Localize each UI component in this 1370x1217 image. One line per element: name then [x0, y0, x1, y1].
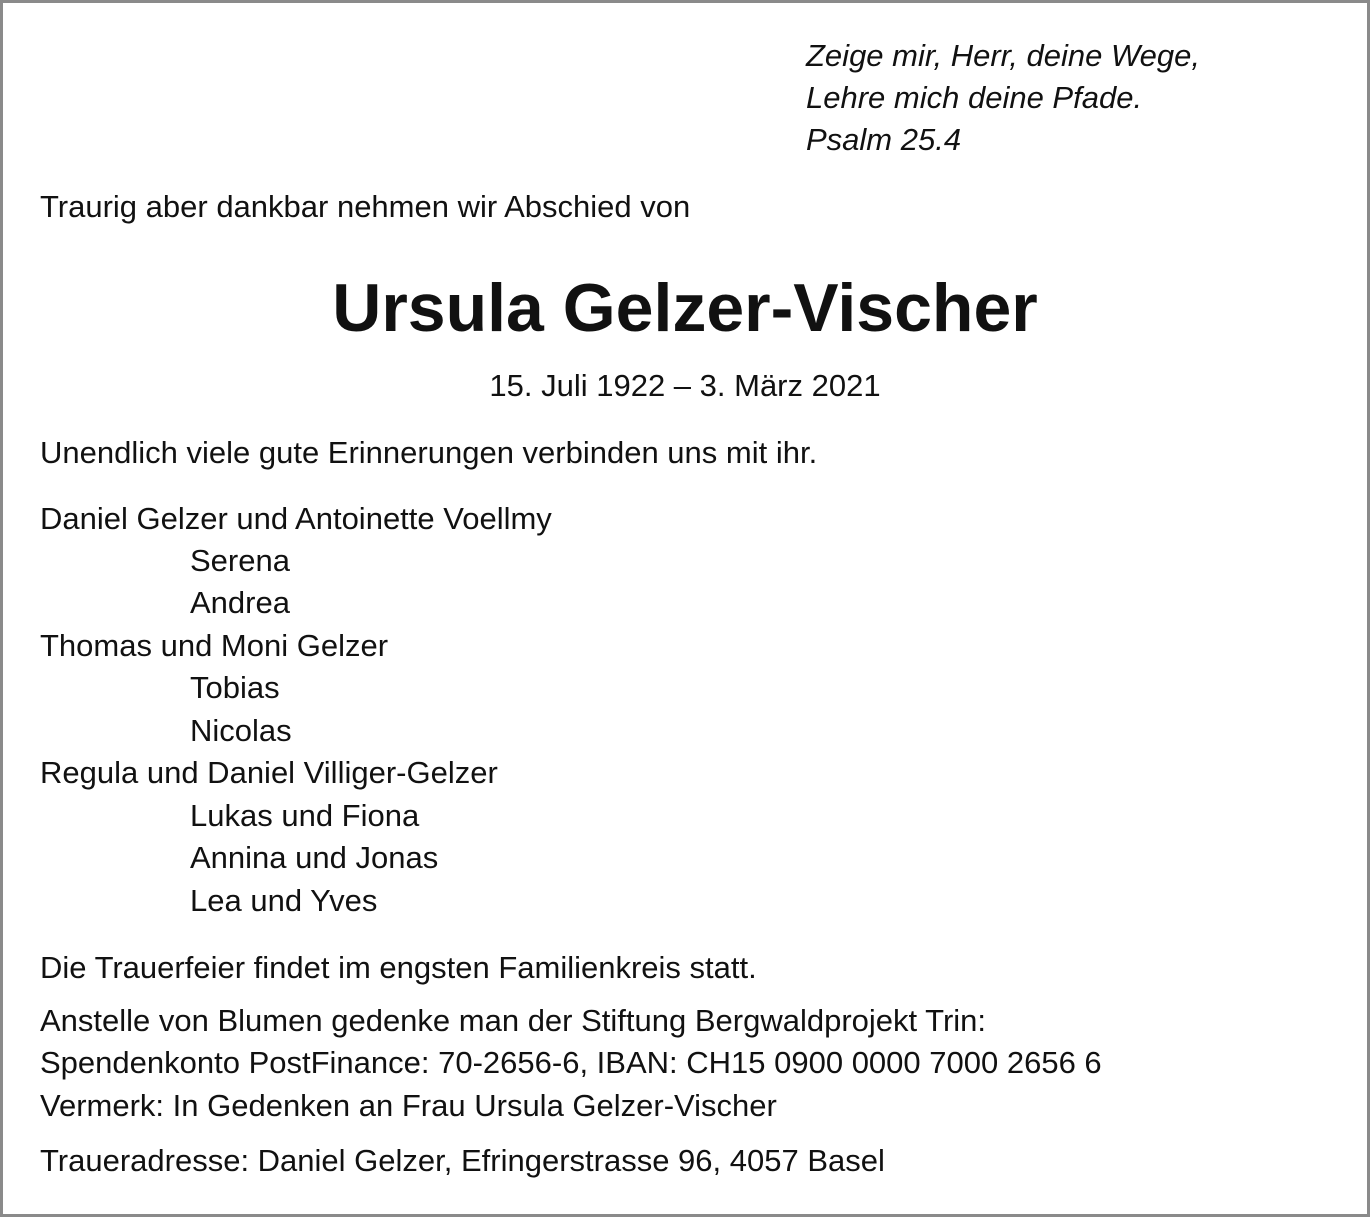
mourner-child: Tobias: [190, 670, 280, 705]
verse-line: Lehre mich deine Pfade.: [806, 80, 1143, 115]
mourner-family: Daniel Gelzer und Antoinette Voellmy: [40, 501, 552, 536]
donation-account: Spendenkonto PostFinance: 70-2656-6, IBAN: CH15 0900 0000 7000 2656 6: [40, 1045, 1102, 1080]
mourner-child: Annina und Jonas: [190, 840, 439, 875]
mourner-child: Lea und Yves: [190, 883, 378, 918]
mourner-child: Nicolas: [190, 713, 292, 748]
mourner-family: Regula und Daniel Villiger-Gelzer: [40, 755, 498, 790]
donation-reference: Vermerk: In Gedenken an Frau Ursula Gelzer-Vischer: [40, 1088, 777, 1123]
mourner-child: Andrea: [190, 585, 290, 620]
deceased-dates: 15. Juli 1922 – 3. März 2021: [489, 368, 881, 403]
donation-line: Anstelle von Blumen gedenke man der Stiftung Bergwaldprojekt Trin:: [40, 1003, 987, 1038]
service-note: Die Trauerfeier findet im engsten Familienkreis statt.: [40, 950, 757, 985]
deceased-name: Ursula Gelzer-Vischer: [332, 270, 1038, 346]
mourner-child: Serena: [190, 543, 290, 578]
mourner-family: Thomas und Moni Gelzer: [40, 628, 389, 663]
mourning-address: Traueradresse: Daniel Gelzer, Efringerstrasse 96, 4057 Basel: [40, 1143, 885, 1178]
verse-line: Zeige mir, Herr, deine Wege,: [806, 38, 1200, 73]
memories-text: Unendlich viele gute Erinnerungen verbinden uns mit ihr.: [40, 435, 818, 470]
mourner-child: Lukas und Fiona: [190, 798, 420, 833]
intro-text: Traurig aber dankbar nehmen wir Abschied von: [40, 189, 691, 224]
verse-reference: Psalm 25.4: [806, 122, 962, 157]
